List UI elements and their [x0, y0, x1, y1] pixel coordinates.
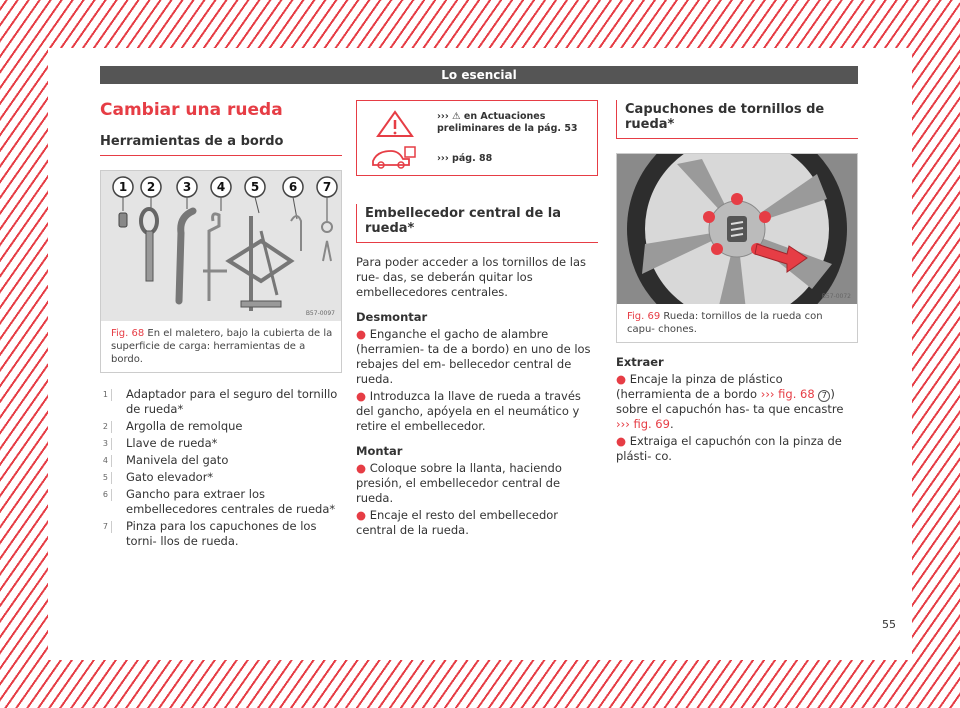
tool-num-7: 7 [322, 180, 332, 194]
list-text: Pinza para los capuchones de los torni- llos de rueda. [126, 519, 317, 548]
page [48, 48, 912, 660]
list-text: Argolla de remolque [126, 419, 243, 433]
column-3 [616, 100, 858, 472]
warning-triangle-icon [375, 109, 415, 139]
warning-reference[interactable]: ››› ⚠ en Actuaciones preliminares de la pág. 53 [437, 111, 578, 134]
tool-num-5: 5 [250, 180, 260, 194]
list-item [100, 387, 342, 417]
section-body [356, 255, 598, 538]
bullet-icon: ● [356, 327, 367, 341]
list-number: 5 [100, 472, 112, 484]
intro-text: Para poder acceder a los tornillos de las rue- das, se deberán quitar los embellecedores centrales. [356, 255, 586, 299]
desmontar-label: Desmontar [356, 310, 428, 324]
bullet-icon: ● [616, 434, 627, 448]
bullet-icon: ● [356, 389, 367, 403]
fig69-link[interactable]: ››› fig. 69 [616, 417, 670, 431]
fig68-link[interactable]: ››› fig. 68 [760, 387, 815, 401]
figure-caption [617, 304, 857, 342]
bullet-item [356, 461, 598, 506]
warning-box [356, 100, 598, 176]
list-number: 1 [100, 389, 112, 401]
bullet-item [356, 389, 598, 434]
section-body [616, 355, 858, 464]
figure-code: B57-0097 [305, 310, 335, 317]
list-number: 6 [100, 489, 112, 501]
section-title: Capuchones de tornillos de rueda* [616, 100, 858, 139]
list-text: Gato elevador* [126, 470, 214, 484]
figure-code: B57-0072 [821, 293, 851, 300]
wheel-drawing [617, 154, 857, 304]
list-text: Manivela del gato [126, 453, 229, 467]
info-reference[interactable]: ››› pág. 88 [437, 153, 493, 164]
list-item [100, 519, 342, 549]
chapter-header: Lo esencial [100, 66, 858, 84]
list-number: 7 [100, 521, 112, 533]
bullet-item [616, 372, 858, 432]
list-number: 3 [100, 438, 112, 450]
tool-num-2: 2 [146, 180, 156, 194]
montar-label: Montar [356, 444, 403, 458]
tool-7-circle: 7 [818, 390, 830, 402]
tools-illustration [101, 171, 341, 321]
section-subtitle: Herramientas de a bordo [100, 134, 342, 156]
list-text: Gancho para extraer los embellecedores centrales de rueda* [126, 487, 336, 516]
list-item [100, 453, 342, 468]
bullet-text: Introduzca la llave de rueda a través del gancho, apóyela en el neumático y retire el embellecedor. [356, 389, 581, 433]
figure-69 [616, 153, 858, 343]
bullet-text: Enganche el gacho de alambre (herramien- ta de a bordo) en uno de los rebajes del em- bellecedor central de rueda. [356, 327, 591, 386]
bullet-text: Coloque sobre la llanta, haciendo presión, el embellecedor central de rueda. [356, 461, 562, 505]
bullet-text: Extraiga el capuchón con la pinza de plásti- co. [616, 434, 842, 463]
figure-ref: Fig. 68 [111, 328, 145, 339]
wheel-illustration [617, 154, 857, 304]
list-item [100, 419, 342, 434]
tool-num-6: 6 [288, 180, 298, 194]
column-2 [356, 100, 598, 546]
tools-drawing [101, 171, 341, 321]
list-text: Adaptador para el seguro del tornillo de rueda* [126, 387, 338, 416]
list-item [100, 487, 342, 517]
column-1 [100, 100, 342, 551]
bullet-icon: ● [616, 372, 627, 386]
tool-list [100, 387, 342, 549]
bullet-text: ) sobre el capuchón has- ta que encastre [616, 387, 844, 416]
tool-num-3: 3 [182, 180, 192, 194]
bullet-text: Encaje la pinza de plástico (herramienta de a bordo [616, 372, 783, 401]
figure-ref: Fig. 69 [627, 311, 661, 322]
page-title: Cambiar una rueda [100, 100, 283, 120]
list-item [100, 470, 342, 485]
figure-caption [101, 321, 341, 372]
list-number: 2 [100, 421, 112, 433]
bullet-item [616, 434, 858, 464]
bullet-item [356, 508, 598, 538]
tool-num-1: 1 [118, 180, 128, 194]
tool-num-4: 4 [216, 180, 226, 194]
bullet-item [356, 327, 598, 387]
car-book-icon [369, 143, 419, 173]
page-number: 55 [882, 618, 896, 631]
figure-caption-text: Rueda: tornillos de la rueda con capu- chones. [627, 311, 823, 335]
list-text: Llave de rueda* [126, 436, 218, 450]
bullet-icon: ● [356, 508, 367, 522]
bullet-icon: ● [356, 461, 367, 475]
figure-caption-text: En el maletero, bajo la cubierta de la superficie de carga: herramientas de a bordo. [111, 328, 333, 365]
figure-68 [100, 170, 342, 373]
bullet-text: Encaje el resto del embellecedor central de la rueda. [356, 508, 559, 537]
list-number: 4 [100, 455, 112, 467]
bullet-text: . [669, 417, 674, 431]
list-item [100, 436, 342, 451]
section-title: Embellecedor central de la rueda* [356, 204, 598, 243]
extraer-label: Extraer [616, 355, 664, 369]
